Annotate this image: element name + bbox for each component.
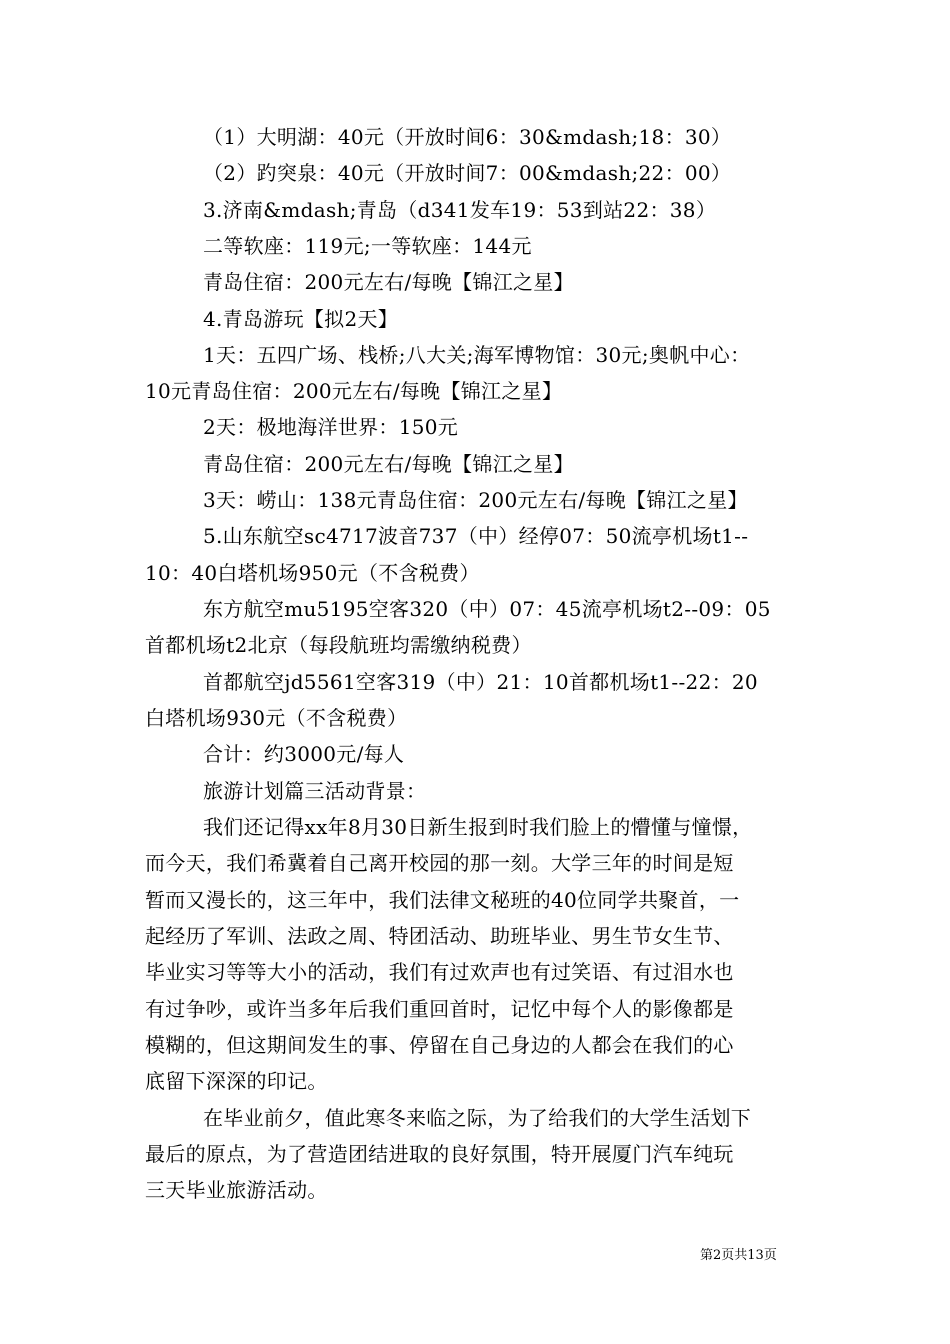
- text-line: 暂而又漫长的，这三年中，我们法律文秘班的40位同学共聚首，一: [145, 888, 740, 912]
- text-line: 我们还记得xx年8月30日新生报到时我们脸上的懵懂与憧憬，: [203, 815, 753, 839]
- text-line: 毕业实习等等大小的活动，我们有过欢声也有过笑语、有过泪水也: [145, 960, 734, 984]
- text-line: 东方航空mu5195空客320（中）07：45流亭机场t2--09：05: [203, 597, 771, 621]
- text-line: 在毕业前夕，值此寒冬来临之际，为了给我们的大学生活划下: [203, 1106, 752, 1130]
- text-line: 3天：崂山：138元青岛住宿：200元左右/每晚【锦江之星】: [203, 488, 748, 512]
- text-line: 5.山东航空sc4717波音737（中）经停07：50流亭机场t1--: [203, 524, 749, 548]
- text-line: 模糊的，但这期间发生的事、停留在自己身边的人都会在我们的心: [145, 1033, 734, 1057]
- text-line: 旅游计划篇三活动背景：: [203, 779, 427, 803]
- text-line: 首都航空jd5561空客319（中）21：10首都机场t1--22：20: [203, 670, 758, 694]
- text-line: 2天：极地海洋世界：150元: [203, 415, 459, 439]
- text-line: 合计：约3000元/每人: [203, 742, 405, 766]
- text-line: （2）趵突泉：40元（开放时间7：00&mdash;22：00）: [203, 161, 732, 185]
- text-line: 三天毕业旅游活动。: [145, 1178, 328, 1202]
- text-line: 最后的原点，为了营造团结进取的良好氛围，特开展厦门汽车纯玩: [145, 1142, 734, 1166]
- text-line: 10元青岛住宿：200元左右/每晚【锦江之星】: [145, 379, 563, 403]
- page-number-footer: 第2页共13页: [700, 1248, 777, 1263]
- text-line: 1天：五四广场、栈桥;八大关;海军博物馆：30元;奥帆中心：: [203, 343, 751, 367]
- text-line: 起经历了军训、法政之周、特团活动、助班毕业、男生节女生节、: [145, 924, 734, 948]
- text-line: 4.青岛游玩【拟2天】: [203, 307, 399, 331]
- text-line: 3.济南&mdash;青岛（d341发车19：53到站22：38）: [203, 198, 717, 222]
- text-line: 而今天，我们希冀着自己离开校园的那一刻。大学三年的时间是短: [145, 851, 734, 875]
- text-line: 首都机场t2北京（每段航班均需缴纳税费）: [145, 633, 532, 657]
- text-line: 底留下深深的印记。: [145, 1069, 328, 1093]
- text-line: 白塔机场930元（不含税费）: [145, 706, 408, 730]
- text-line: （1）大明湖：40元（开放时间6：30&mdash;18：30）: [203, 125, 732, 149]
- text-line: 青岛住宿：200元左右/每晚【锦江之星】: [203, 452, 574, 476]
- text-line: 青岛住宿：200元左右/每晚【锦江之星】: [203, 270, 574, 294]
- text-line: 有过争吵，或许当多年后我们重回首时，记忆中每个人的影像都是: [145, 997, 734, 1021]
- text-line: 二等软座：119元;一等软座：144元: [203, 234, 532, 258]
- text-line: 10：40白塔机场950元（不含税费）: [145, 561, 480, 585]
